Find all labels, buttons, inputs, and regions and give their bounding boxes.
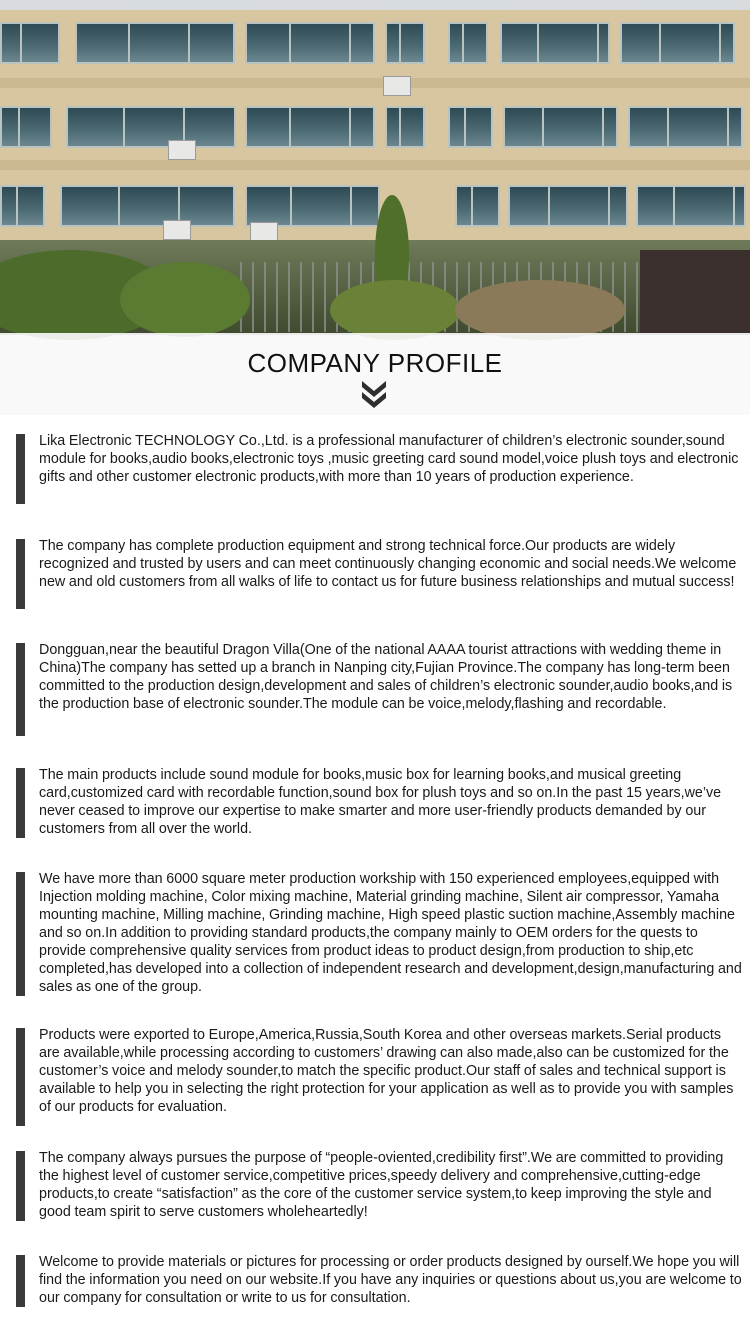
air-conditioner-unit xyxy=(163,220,191,240)
profile-paragraph xyxy=(16,1132,744,1237)
paragraph-text: Dongguan,near the beautiful Dragon Villa(One of the national AAAA tourist attractions with wedding theme in China)The company has setted up a branch in Nanping city,Fujian Province.The company has long-term been committed to the production design,development and sales of children’s electronic sounder,audio books,and is the production base of electronic sounder.The module can be voice,melody,flashing and recordable. xyxy=(39,642,733,712)
window-row xyxy=(0,106,750,148)
accent-bar xyxy=(16,1151,25,1221)
accent-bar xyxy=(16,768,25,838)
accent-bar xyxy=(16,872,25,996)
floor-band xyxy=(0,78,750,88)
air-conditioner-unit xyxy=(250,222,278,242)
paragraph-text: The company has complete production equipment and strong technical force.Our products are widely recognized and trusted by users and can meet continuously changing economic and social needs.We welcome new and old customers from all walks of life to contact us for future business relationships and mutual success! xyxy=(39,538,737,590)
paragraph-text: Welcome to provide materials or pictures for processing or order products designed by ourself.We hope you will find the information you need on our website.If you have any inquiries or questions about us,you are welcome to our company for consultation or write to us for consultation. xyxy=(39,1254,742,1306)
profile-paragraph xyxy=(16,1009,744,1134)
accent-bar xyxy=(16,1255,25,1307)
profile-paragraph xyxy=(16,1236,744,1316)
shopfront xyxy=(640,250,750,335)
profile-paragraph xyxy=(16,853,744,1005)
accent-bar xyxy=(16,434,25,504)
paragraph-text: We have more than 6000 square meter production workship with 150 experienced employees,equipped with Injection molding machine, Color mixing machine, Material grinding machine, Silent air compressor, Yamaha mounting machine, Milling machine, Grinding machine, High speed plastic suction machine,Assembly machine and so on.In addition to providing standard products,the company mainly to OEM orders for the quests to provide comprehensive quality services from product ideas to product design,from production to ship,etc completed,has developed into a collection of independent research and development,design,manufacturing and sales as one of the group. xyxy=(39,871,742,995)
paragraph-text: The main products include sound module for books,music box for learning books,and musical greeting card,customized card with recordable function,sound box for plush toys and so on.In the past 15 years,we’ve never ceased to improve our expertise to make smarter and more user-friendly products demanded by our customers from all over the world. xyxy=(39,767,722,837)
tree xyxy=(120,262,250,337)
company-building-photo xyxy=(0,0,750,415)
tree xyxy=(330,280,460,340)
accent-bar xyxy=(16,643,25,736)
paragraph-text: The company always pursues the purpose of “people-oviented,credibility first”.We are committed to providing the highest level of customer service,competitive prices,speedy delivery and comprehensive,cutting-edge products,to create “satisfaction” as the core of the customer service system,to keep improving the style and good team spirit to serve customers wholeheartedly! xyxy=(39,1150,724,1220)
profile-paragraph xyxy=(16,520,744,620)
profile-paragraph xyxy=(16,749,744,854)
brush-pile xyxy=(455,280,625,340)
window-row xyxy=(0,185,750,227)
profile-paragraph xyxy=(16,415,744,520)
page-title: COMPANY PROFILE xyxy=(247,348,503,378)
window-row xyxy=(0,22,750,64)
air-conditioner-unit xyxy=(168,140,196,160)
floor-band xyxy=(0,160,750,170)
double-chevron-down-icon xyxy=(360,378,388,410)
accent-bar xyxy=(16,539,25,609)
accent-bar xyxy=(16,1028,25,1126)
paragraph-text: Products were exported to Europe,America,Russia,South Korea and other overseas markets.Serial products are available,while processing according to customers’ drawing can also made,also can be customized for the customer’s voice and melody sounder,to match the specific product.Our staff of sales and technical support is available to help you in selecting the right protection for your application as well as to provide you with samples of our products for evaluation. xyxy=(39,1027,734,1115)
air-conditioner-unit xyxy=(383,76,411,96)
paragraph-text: Lika Electronic TECHNOLOGY Co.,Ltd. is a professional manufacturer of children’s electronic sounder,sound module for books,audio books,electronic toys ,music greeting card sound model,voice plush toys and electronic gifts and other customer electronic products,with more than 10 years of production experience. xyxy=(39,433,739,485)
profile-paragraph xyxy=(16,624,744,749)
